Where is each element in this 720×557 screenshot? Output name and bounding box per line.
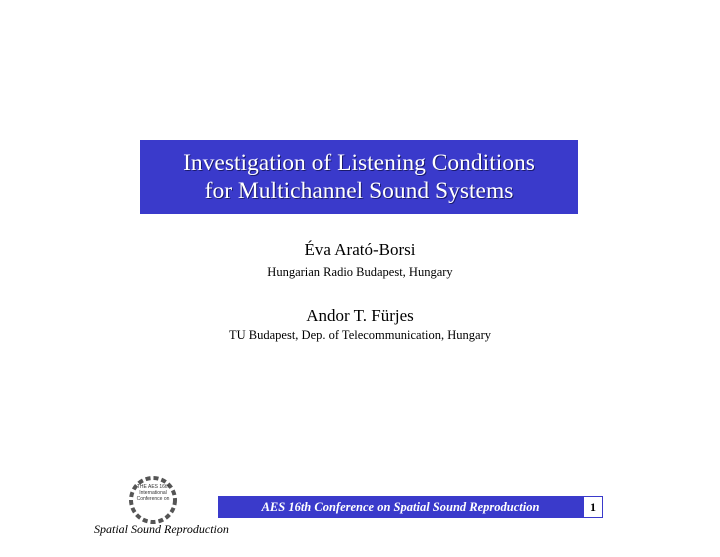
logo-script-text: Spatial Sound Reproduction (94, 522, 229, 536)
author-affiliation-2: TU Budapest, Dep. of Telecommunication, Hungary (228, 328, 492, 342)
seal-text: THE AES 16th International Conference on (136, 484, 170, 502)
conference-logo (94, 474, 229, 546)
author-name-2: Andor T. Fürjes (306, 306, 414, 325)
page-number: 1 (583, 496, 603, 518)
author-name-1: Éva Arató-Borsi (304, 240, 416, 259)
title-box (140, 140, 578, 214)
author-affiliation-1: Hungarian Radio Budapest, Hungary (267, 265, 453, 279)
slide-title-line-1: Investigation of Listening Conditions (183, 150, 535, 176)
footer-conference-bar: AES 16th Conference on Spatial Sound Reproduction (218, 496, 583, 518)
slide-title-line-2: for Multichannel Sound Systems (204, 178, 514, 204)
